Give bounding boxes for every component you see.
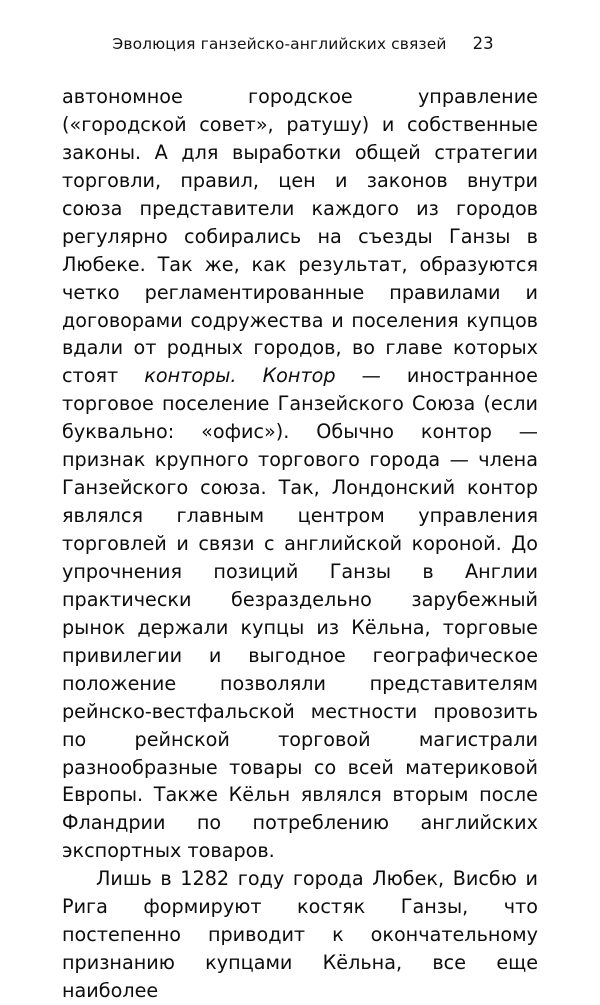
text-run: автономное городское управление («городской совет», ратушу) и собственные законы. А для выработки общей стратегии торговли, правил, цен и законов внутри союза представители каждого из городов регулярно собирались на съезды Ганзы в Любеке. Так же, как результат, образуются четко регламентированные правилами и договорами содружества и поселения купцов вдали от родных городов, во главе которых стоят bbox=[62, 85, 538, 388]
running-head bbox=[62, 34, 538, 53]
page-number: 23 bbox=[472, 34, 494, 53]
para-2 bbox=[62, 865, 538, 1005]
emphasis-text: конторы. Контор bbox=[144, 364, 336, 388]
para-1 bbox=[62, 83, 538, 865]
chapter-title: Эволюция ганзейско-английских связей bbox=[112, 35, 447, 53]
text-run: Лишь в 1282 году города Любек, Висбю и Рига формируют костяк Ганзы, что постепенно приводит к окончательному признанию купцами Кёльна, все еще наиболее bbox=[62, 867, 538, 1002]
body-text bbox=[62, 83, 538, 1005]
text-run: — иностранное торговое поселение Ганзейского Союза (если буквально: «офис»). Обычно контор — признак крупного торгового города — члена Ганзейского союза. Так, Лондонский контор являлся главным центром управления торговлей и связи с английской короной. До упрочнения позиций Ганзы в Англии практически безраздельно зарубежный рынок держали купцы из Кёльна, торговые привилегии и выгодное географическое положение позволяли представителям рейнско-вестфальской местности провозить по рейнской торговой магистрали разнообразные товары со всей материковой Европы. Также Кёльн являлся вторым после Фландрии по потреблению английских экспортных товаров. bbox=[62, 364, 538, 863]
